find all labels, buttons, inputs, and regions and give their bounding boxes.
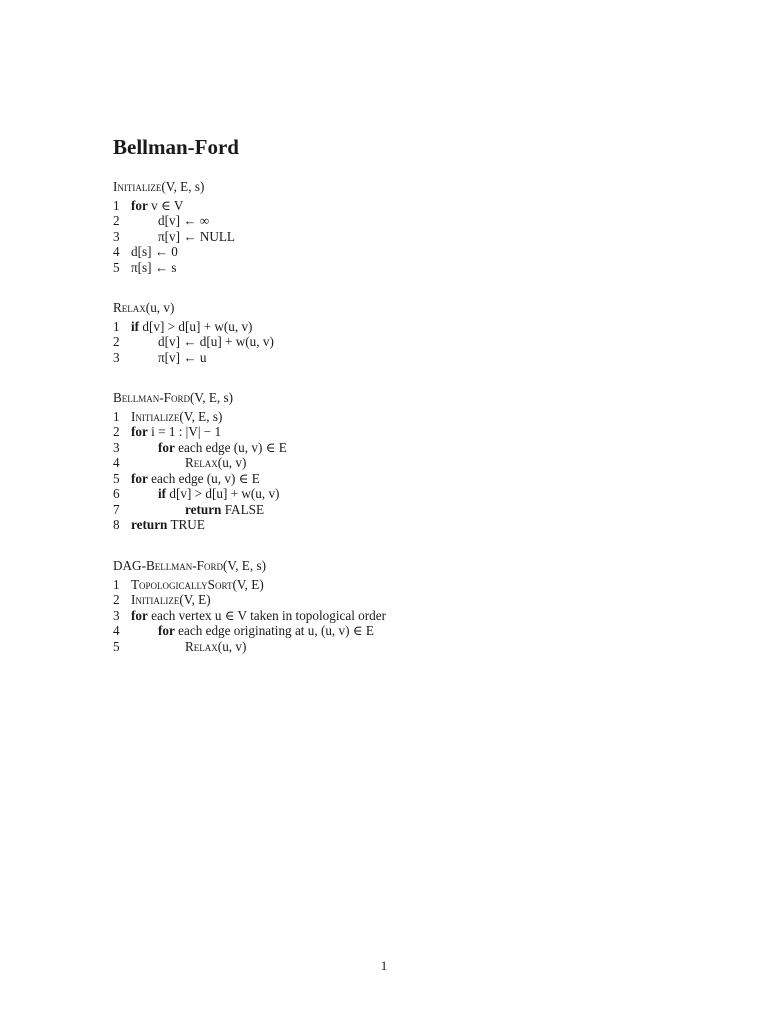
code-text: [131, 608, 386, 624]
line-number: 2: [113, 424, 120, 439]
keyword: return: [131, 517, 168, 532]
algorithm-heading: [113, 179, 204, 195]
keyword: if: [131, 318, 140, 334]
statement: π[v] ← NULL: [158, 228, 235, 244]
algorithm-args: (u, v): [145, 300, 175, 315]
procedure-call: Initialize: [131, 408, 180, 424]
algorithm-args: (V, E, s): [190, 390, 234, 405]
code-line: [113, 318, 253, 335]
keyword: for: [131, 470, 148, 486]
code-line: [113, 577, 266, 593]
keyword: for: [158, 623, 175, 638]
code-text: [185, 455, 246, 471]
code-line: [113, 228, 235, 245]
code-line: [113, 486, 280, 502]
algorithm-heading: [113, 558, 266, 574]
code-text: [158, 334, 274, 350]
code-text: [131, 198, 183, 214]
code-line: [113, 592, 266, 608]
keyword: for: [158, 439, 175, 455]
code-text: [158, 213, 209, 229]
keyword: if: [158, 486, 167, 501]
line-number: 7: [113, 501, 120, 517]
algorithm-heading: [113, 390, 233, 406]
code-line: [113, 470, 260, 487]
line-number: 1: [113, 576, 120, 592]
procedure-call: Initialize: [131, 592, 180, 607]
statement: TRUE: [167, 517, 205, 532]
line-number: 3: [113, 228, 120, 244]
line-number: 1: [113, 318, 120, 334]
code-text: [158, 486, 279, 502]
line-number: 5: [113, 638, 120, 654]
code-text: [158, 229, 235, 245]
statement: each edge (u, v) ∈ E: [174, 439, 287, 455]
statement: d[v] ← d[u] + w(u, v): [158, 334, 274, 349]
statement: (V, E, s): [179, 408, 223, 424]
algorithm-name: DAG-Bellman-Ford: [113, 558, 223, 573]
code-text: [131, 471, 260, 487]
statement: each edge (u, v) ∈ E: [147, 470, 260, 486]
statement: d[v] ← ∞: [158, 213, 210, 228]
code-line: [113, 639, 266, 655]
code-text: [131, 517, 205, 533]
code-line: [113, 334, 274, 350]
code-text: [158, 623, 374, 639]
code-line: [113, 455, 247, 471]
code-text: [131, 319, 252, 335]
code-text: [131, 409, 222, 425]
line-number: 1: [113, 408, 120, 424]
line-number: 8: [113, 517, 120, 532]
algorithm-name: Initialize: [113, 179, 162, 194]
code-line: [113, 623, 374, 639]
algorithm-heading: [113, 300, 174, 316]
code-line: [113, 607, 386, 624]
statement: d[v] > d[u] + w(u, v): [166, 486, 280, 501]
line-number: 2: [113, 213, 120, 228]
procedure-call: Relax: [185, 638, 218, 654]
algorithm-block: [113, 390, 287, 533]
line-number: 1: [113, 197, 120, 213]
line-number: 5: [113, 259, 120, 275]
code-line: [113, 198, 204, 214]
code-line: [113, 213, 210, 229]
statement: each edge originating at u, (u, v) ∈ E: [174, 623, 374, 638]
code-text: [185, 639, 246, 655]
statement: v ∈ V: [147, 197, 184, 213]
keyword: for: [131, 197, 148, 213]
code-line: [113, 501, 265, 518]
line-number: 5: [113, 470, 120, 486]
code-text: [158, 350, 206, 366]
algorithm-block: [113, 558, 386, 654]
procedure-call: TopologicallySort: [131, 576, 233, 592]
code-text: [131, 592, 211, 608]
statement: (V, E): [232, 576, 264, 592]
algorithm-args: (V, E, s): [222, 558, 266, 573]
code-text: [131, 260, 177, 276]
code-text: [131, 244, 178, 260]
statement: i = 1 : |V| − 1: [147, 424, 222, 439]
algorithm-block: [113, 300, 274, 365]
code-line: [113, 409, 233, 425]
code-text: [158, 440, 287, 456]
line-number: 2: [113, 592, 120, 607]
statement: d[v] > d[u] + w(u, v): [139, 318, 253, 334]
code-line: [113, 244, 204, 260]
algorithm-block: [113, 179, 235, 275]
statement: each vertex u ∈ V taken in topological order: [147, 607, 386, 623]
code-text: [185, 502, 264, 518]
algorithm-name: Relax: [113, 300, 146, 315]
line-number: 6: [113, 486, 120, 501]
line-number: 3: [113, 607, 120, 623]
line-number: 3: [113, 349, 120, 365]
procedure-call: Relax: [185, 455, 218, 470]
code-text: [131, 424, 221, 440]
line-number: 4: [113, 244, 120, 259]
page-number: 1: [380, 958, 388, 973]
line-number: 4: [113, 455, 120, 470]
line-number: 4: [113, 623, 120, 638]
code-line: [113, 439, 287, 456]
keyword: for: [131, 607, 148, 623]
code-line: [113, 424, 233, 440]
line-number: 2: [113, 334, 120, 349]
statement: π[v] ← u: [158, 349, 207, 365]
statement: π[s] ← s: [131, 259, 177, 275]
statement: (V, E): [179, 592, 211, 607]
page-title: Bellman-Ford: [113, 135, 239, 159]
statement: FALSE: [221, 501, 265, 517]
statement: d[s] ← 0: [131, 244, 178, 259]
statement: (u, v): [217, 455, 247, 470]
code-line: [113, 260, 204, 276]
keyword: for: [131, 424, 148, 439]
statement: (u, v): [217, 638, 247, 654]
code-text: [131, 577, 264, 593]
code-line: [113, 349, 207, 366]
algorithm-name: Bellman-Ford: [113, 390, 191, 405]
algorithm-args: (V, E, s): [161, 179, 205, 194]
line-number: 3: [113, 439, 120, 455]
keyword: return: [185, 501, 222, 517]
code-line: [113, 517, 233, 533]
